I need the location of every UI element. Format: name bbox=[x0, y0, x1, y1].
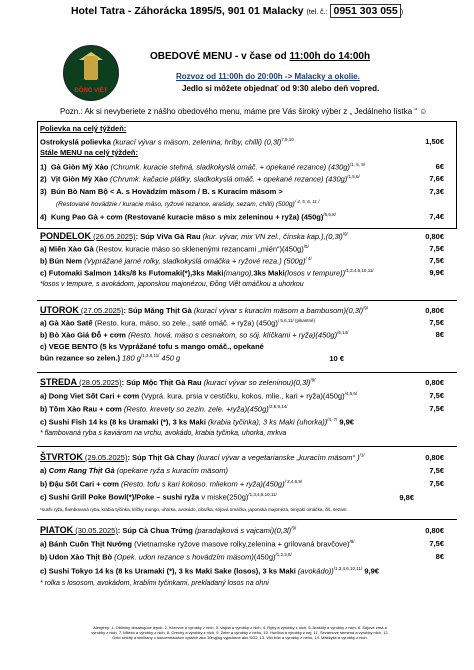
dish-desc: (losos), 3 ks Maki bbox=[231, 566, 296, 576]
menu-title-prefix: OBEDOVÉ MENU - v čase od bbox=[150, 51, 290, 62]
friday-c-price: 9,9€ bbox=[364, 566, 379, 576]
dish-name: Bánh Cuốn Thịt Nướng bbox=[48, 539, 133, 549]
option-label: a) bbox=[40, 466, 49, 475]
tuesday-c-line2 bbox=[40, 353, 180, 363]
header-title bbox=[0, 5, 474, 17]
wednesday-soup-desc: (kurací vývar so zeleninou)(0,3l) bbox=[201, 378, 311, 387]
tuesday-soup-price: 0,80€ bbox=[425, 306, 444, 315]
order-note: Jedlo si môžete objednať od 9:30 alebo deň vopred. bbox=[182, 84, 380, 93]
tuesday-a-price: 7,5€ bbox=[429, 318, 444, 327]
dish-desc: (Resto. tofu s kari kokoso. mliekom + ryža)(450g) bbox=[118, 479, 285, 489]
week-item-2 bbox=[40, 174, 360, 184]
item-name: Vịt Giòn Mỳ Xào bbox=[50, 174, 108, 184]
option-label: c) bbox=[40, 566, 49, 576]
dish-desc-2: (avokádo)) bbox=[295, 566, 334, 576]
item-name: Kung Pao Gà + cơm bbox=[50, 212, 123, 222]
item-num: 1) bbox=[40, 162, 47, 172]
tuesday-c-price: 10 € bbox=[329, 354, 344, 363]
friday-soup-allergens: /9/ bbox=[291, 525, 297, 531]
tuesday-soup-allergens: /9/ bbox=[363, 305, 369, 311]
notice: Pozn.: Ak si nevyberiete z nášho obedového menu, máme pre Vás široký výber z „ Jedálneho lístka “ ☺ bbox=[60, 107, 428, 116]
thursday-soup bbox=[40, 452, 365, 462]
dish-desc: (Resto. hová. mäso s cesnakom, so sój. klíčkami + ryža)(450g) bbox=[125, 330, 338, 340]
monday-a bbox=[40, 244, 309, 254]
option-label: a) bbox=[40, 391, 49, 401]
tuesday-b-price: 8€ bbox=[435, 330, 444, 339]
dish-desc: (5 ks Vyprážané tofu s mango omáč., opekané bbox=[97, 342, 264, 351]
monday-a-price: 7,5€ bbox=[429, 244, 444, 253]
item-desc: (Restované kuracie mäso s mix zeleninou + ryža) (450g) bbox=[122, 212, 324, 222]
item-desc: (Chrumk. kuracie stehná, sladkokyslá omáč. + opekané rezance) (430g) bbox=[108, 162, 350, 172]
friday-date: (30.05.2025) bbox=[73, 526, 118, 535]
friday-soup bbox=[40, 525, 296, 535]
wednesday-note: * flambovaná ryba s kaviárom na vrchu, avokádo, krabia tyčinka, uhorka, mrkva bbox=[40, 430, 287, 437]
dish-name: Gà Xào Satế bbox=[48, 318, 93, 328]
tuesday-a bbox=[40, 318, 315, 328]
friday-soup-price: 0,80€ bbox=[425, 526, 444, 535]
dish-desc-tail: (losos v tempure)) bbox=[284, 268, 346, 278]
hotel-address: Hotel Tatra - Záhorácka 1895/5, 901 01 Malacky bbox=[70, 5, 304, 17]
dish-allergens: /1,3,4,6,10,11/ bbox=[345, 268, 374, 273]
dish-name: Futomaki Salmon 14ks/8 ks Futomaki bbox=[48, 268, 183, 278]
dish-name: Sushi Grill Poke Bowl(*)/Poke – sushi ryža bbox=[48, 492, 200, 502]
option-label: c) bbox=[40, 268, 49, 278]
dish-allergens: /1,3,4,6,10,11/ bbox=[248, 492, 277, 497]
dish-allergens: /6,14/ bbox=[337, 330, 349, 335]
dish-allergens: / 4/ bbox=[305, 256, 312, 261]
logo-figure-icon bbox=[84, 56, 98, 80]
dish-allergens: / 2,4,6,9/ bbox=[284, 479, 303, 484]
dish-name: Sushi Tokyo 14 ks (8 ks Uramaki (*), 3 ks Maki Sake bbox=[48, 566, 232, 576]
monday-soup-desc: (kur. vývar, mix VN zel., čínska kap.),(0,3l) bbox=[200, 232, 343, 241]
monday-c-price: 9,9€ bbox=[429, 268, 444, 277]
option-label: b) bbox=[40, 552, 50, 562]
wednesday-soup-price: 0,80€ bbox=[425, 378, 444, 387]
monday-soup-price: 0,80€ bbox=[425, 232, 444, 241]
allergen-footnote: Alergény: 1. Obilniny obsahujúce lepok, 2. Kôrovce a výrobky z nich, 3. Vajcia a výrobky z nich, 4. Ryby a výrobky z nich, 5. Arašidy a výrobky z nich, 6. Sójové zrná a výrobky z nich, 7. Mlieko a výrobky z nich, 8. Orechy a výrobky z nich, 9. Zeler a výrobky z neho, 10. Horčica a výrobky z nej, 11. Sezamové semená a výrobky nich, 12. Oxid siričitý a siričitany v koncentráciách vyšších ako 10mg/kg vyjadrené ako SO2, 13. Vlčí bôb a výrobky z neho, 14. Mäkkýše a výrobky z nich. bbox=[91, 625, 389, 640]
dish-name: Bò Xào Giá Đỗ + cơm bbox=[49, 330, 126, 340]
wednesday-soup-name: : Súp Mộc Thịt Gà Rau bbox=[121, 378, 202, 387]
divider bbox=[37, 446, 457, 447]
item-allergens: /1,5,6/ bbox=[347, 174, 360, 179]
menu-time: 11:00h do 14:00h bbox=[289, 51, 371, 62]
dish-desc-2: (uhorka)) bbox=[294, 417, 328, 427]
thursday-c bbox=[40, 492, 277, 502]
option-label: a) bbox=[40, 318, 49, 328]
dish-allergens: /1,3,8,11/ bbox=[140, 353, 160, 358]
tuesday-date: (27.05.2025) bbox=[78, 306, 124, 315]
week-soup-allergens: 7,9,10 bbox=[281, 137, 294, 142]
item-name: Gà Giòn Mỳ Xào bbox=[50, 162, 109, 172]
monday-b-price: 7,5€ bbox=[429, 256, 444, 265]
stale-heading: Stále MENU na celý týždeň: bbox=[40, 148, 138, 157]
thursday-soup-allergens: /1/ bbox=[359, 452, 365, 458]
week-soup-name: Ostrokyslá polievka bbox=[40, 137, 111, 147]
delivery-info: Rozvoz od 11:00h do 20:00h -> Malacky a okolie. bbox=[176, 72, 360, 81]
dish-name: Dong Viet Sốt Cari + cơm bbox=[48, 391, 140, 401]
dish-name: VEGE BENTO bbox=[48, 342, 98, 351]
tuesday-c bbox=[40, 342, 264, 351]
logo-text: ĐỒNG VIỆT bbox=[74, 88, 108, 94]
friday-note: * rolka s lososom, avokádom, krabími tyčinkami, prekladaný losos na ohni bbox=[40, 580, 269, 587]
item-allergens: /5,6,8/ bbox=[323, 212, 336, 217]
dish-desc: (Restov. kuracie mäso so sklenenými rezancami „mién“)(450g) bbox=[93, 244, 304, 254]
week-item-2-price: 7,6€ bbox=[429, 174, 444, 183]
dish-allergens: /4, 7/ bbox=[327, 417, 338, 422]
dish-name: Miến Xào Gà bbox=[48, 244, 94, 254]
option-label: b) bbox=[40, 404, 50, 414]
tuesday-soup-desc: (kurací vývar s kuracím mäsom a bambusom)(0,3l) bbox=[191, 306, 364, 315]
thursday-a-price: 7,5€ bbox=[429, 466, 444, 475]
dish-desc-2: bún rezance so zelen.) bbox=[40, 353, 121, 363]
option-label: c) bbox=[40, 342, 49, 351]
thursday-c-price: 9,8€ bbox=[399, 493, 414, 502]
week-item-4-price: 7,4€ bbox=[429, 212, 444, 221]
tel-label: (tel. č.: bbox=[306, 9, 328, 16]
dish-desc: (Vyprážané jarné rolky, sladkokyslá omáčka + ryžové reza.) (500g) bbox=[82, 256, 306, 266]
item-num: 2) bbox=[40, 174, 47, 184]
dish-allergens: /9/ bbox=[349, 539, 355, 544]
monday-b bbox=[40, 256, 312, 266]
item-num: 3) bbox=[40, 187, 47, 196]
friday-c bbox=[40, 566, 379, 576]
option-label: b) bbox=[40, 256, 50, 266]
option-label: c) bbox=[40, 417, 49, 427]
week-item-3 bbox=[40, 187, 283, 196]
week-soup-price: 1,50€ bbox=[425, 137, 444, 146]
friday-a-price: 7,5€ bbox=[429, 539, 444, 548]
dish-name: Bún Nem bbox=[49, 256, 83, 266]
item-desc: < A. s Hovädzím mäsom / B. s Kuracím mäsom > bbox=[107, 187, 283, 196]
friday-soup-desc: (paradajková s vajcami)(0,3l) bbox=[192, 526, 292, 535]
dish-desc: (opekane ryža s kuracím mäsom) bbox=[114, 466, 229, 475]
monday-soup bbox=[40, 231, 348, 241]
dish-desc-2: 3ks Maki bbox=[253, 268, 285, 278]
phone-number[interactable]: 0951 303 055 bbox=[330, 4, 400, 18]
week-soup-desc: (kurací vývar s mäsom, zelenina, hríby, chilli) (0,3l) bbox=[110, 137, 282, 147]
thursday-soup-price: 0,80€ bbox=[425, 453, 444, 462]
item-num: 4) bbox=[40, 212, 47, 222]
divider bbox=[37, 300, 457, 301]
tuesday-b bbox=[40, 330, 348, 340]
item3-allergens: / 4, 5, 6, 11 / bbox=[294, 199, 320, 204]
week-item-3-price: 7,3€ bbox=[429, 187, 444, 196]
dish-weight: 180 g bbox=[120, 353, 141, 363]
friday-day: PIATOK bbox=[40, 525, 74, 535]
monday-soup-name: : Súp ViVa Gà Rau bbox=[135, 232, 201, 241]
friday-b-price: 8€ bbox=[435, 552, 444, 561]
week-item-4 bbox=[40, 212, 336, 222]
wednesday-a-price: 7,5€ bbox=[429, 391, 444, 400]
wednesday-b-price: 7,5€ bbox=[429, 404, 444, 413]
friday-b bbox=[40, 552, 292, 562]
dish-desc: v miske(250g) bbox=[199, 492, 249, 502]
thursday-date: (29.05.2025) bbox=[82, 453, 128, 462]
week-item-1 bbox=[40, 162, 365, 172]
dish-name: Đậu Sốt Cari + cơm bbox=[49, 479, 119, 489]
item-name: Bún Bò Nam Bộ bbox=[50, 187, 108, 196]
dish-allergens: /5/ bbox=[303, 244, 309, 249]
divider bbox=[37, 519, 457, 520]
dish-weight-2: 450 g bbox=[159, 353, 181, 363]
option-label: a) bbox=[40, 539, 49, 549]
dish-desc: (Vietnamske ryžove masove rolky,zelenina + grilovaná bravčove) bbox=[132, 539, 350, 549]
soup-heading: Polievka na celý týždeň: bbox=[40, 124, 127, 133]
dish-allergens: /1,2,3,6/ bbox=[275, 552, 292, 557]
week-item-3-sub bbox=[56, 199, 319, 208]
dong-viet-logo bbox=[63, 45, 119, 101]
dish-allergens: /1,3,4,6,10,11/ bbox=[333, 566, 363, 571]
thursday-soup-desc: (kurací vývar a vegetarianske „kuracím mäsom“ ) bbox=[194, 453, 360, 462]
thursday-b bbox=[40, 479, 302, 489]
monday-soup-allergens: /9/ bbox=[342, 231, 348, 237]
wednesday-b bbox=[40, 404, 288, 414]
wednesday-c bbox=[40, 417, 354, 427]
item-allergens: /1, 5, 9/ bbox=[349, 162, 365, 167]
item3-sub-desc: (Restované hovädzie / kuracie mäso, ryžové rezance, arašidy, sezam, chilli) (500g) bbox=[56, 201, 295, 209]
dish-desc: (krabia tyčinka), 3 ks Maki bbox=[205, 417, 295, 427]
tuesday-day: UTOROK bbox=[40, 305, 79, 315]
wednesday-soup-allergens: /9/ bbox=[310, 377, 316, 383]
option-label: a) bbox=[40, 244, 49, 254]
item-desc: (Chrumk. kačacie plátky, sladkokyslá omáč. + opekané rezance) (430g) bbox=[107, 174, 348, 184]
tel-close: ) bbox=[400, 9, 404, 16]
week-soup bbox=[40, 137, 294, 147]
dish-name: Sushi Fish 14 ks (8 ks Uramaki (*), 3 ks Maki bbox=[48, 417, 206, 427]
dish-allergens: /4,5,6/ bbox=[344, 391, 358, 396]
monday-day: PONDELOK bbox=[40, 231, 92, 241]
monday-note: *losos v tempure, s avokádom, japonskou majonézou, Đồng Việt omáčkou a uhorkou bbox=[40, 281, 304, 288]
friday-a bbox=[40, 539, 355, 549]
dish-weight: (450g) bbox=[253, 552, 276, 562]
divider bbox=[37, 372, 457, 373]
dish-desc-mid: (mango), bbox=[223, 268, 254, 278]
dish-desc: (Resto. krevety so zezin. zele. +ryža)(450g) bbox=[121, 404, 269, 414]
option-label: b) bbox=[40, 479, 50, 489]
monday-c bbox=[40, 268, 374, 278]
thursday-a bbox=[40, 466, 228, 475]
week-item-1-price: 6€ bbox=[435, 162, 444, 171]
dish-allergens: /2,6,9,14/ bbox=[268, 404, 288, 409]
tuesday-soup-name: : Súp Măng Thịt Gà bbox=[123, 306, 192, 315]
dish-desc: (Opek. udon rezance s hovädzím mäsom) bbox=[112, 552, 254, 562]
thursday-soup-name: : Súp Thịt Gà Chay bbox=[127, 453, 195, 462]
wednesday-soup bbox=[40, 377, 315, 387]
dish-desc: (Vyprá. kura. prsia v cestíčku, kokos. mlie., kari + ryža)(450g) bbox=[139, 391, 345, 401]
menu-title bbox=[150, 51, 370, 62]
wednesday-date: (28.05.2025) bbox=[77, 378, 122, 387]
dish-desc: (Resto. kura. mäso, so zele., saté omáč. + ryža) (450g) bbox=[92, 318, 278, 328]
dish-name: Udon Xào Thịt Bò bbox=[49, 552, 113, 562]
wednesday-a bbox=[40, 391, 357, 401]
option-label: b) bbox=[40, 330, 50, 340]
dish-name: Cơm Rang Thịt Gà bbox=[48, 466, 115, 475]
option-label: c) bbox=[40, 492, 49, 502]
friday-soup-name: : Súp Cà Chua Trứng bbox=[117, 526, 193, 535]
dish-name: Tôm Xào Rau + cơm bbox=[49, 404, 122, 414]
wednesday-c-price: 9,9€ bbox=[339, 417, 354, 427]
tuesday-soup bbox=[40, 305, 368, 315]
thursday-day: ŠTVRTOK bbox=[40, 452, 83, 462]
monday-date: (26.05.2025) bbox=[91, 232, 136, 241]
dish-desc: (*),3ks Maki bbox=[182, 268, 224, 278]
dish-allergens: / 5,6,11/ (pikantné) bbox=[277, 318, 316, 323]
thursday-b-price: 7,5€ bbox=[429, 479, 444, 488]
thursday-note: *sushi ryža, flambovaná ryba, krabia tyčinka, klíčky mungo, uhorka, avokádo, cibuľka, sójová omáčka, japonská majonéza, teriyaki omáčka, čili, sezam. bbox=[40, 507, 348, 512]
wednesday-day: STREDA bbox=[40, 377, 78, 387]
